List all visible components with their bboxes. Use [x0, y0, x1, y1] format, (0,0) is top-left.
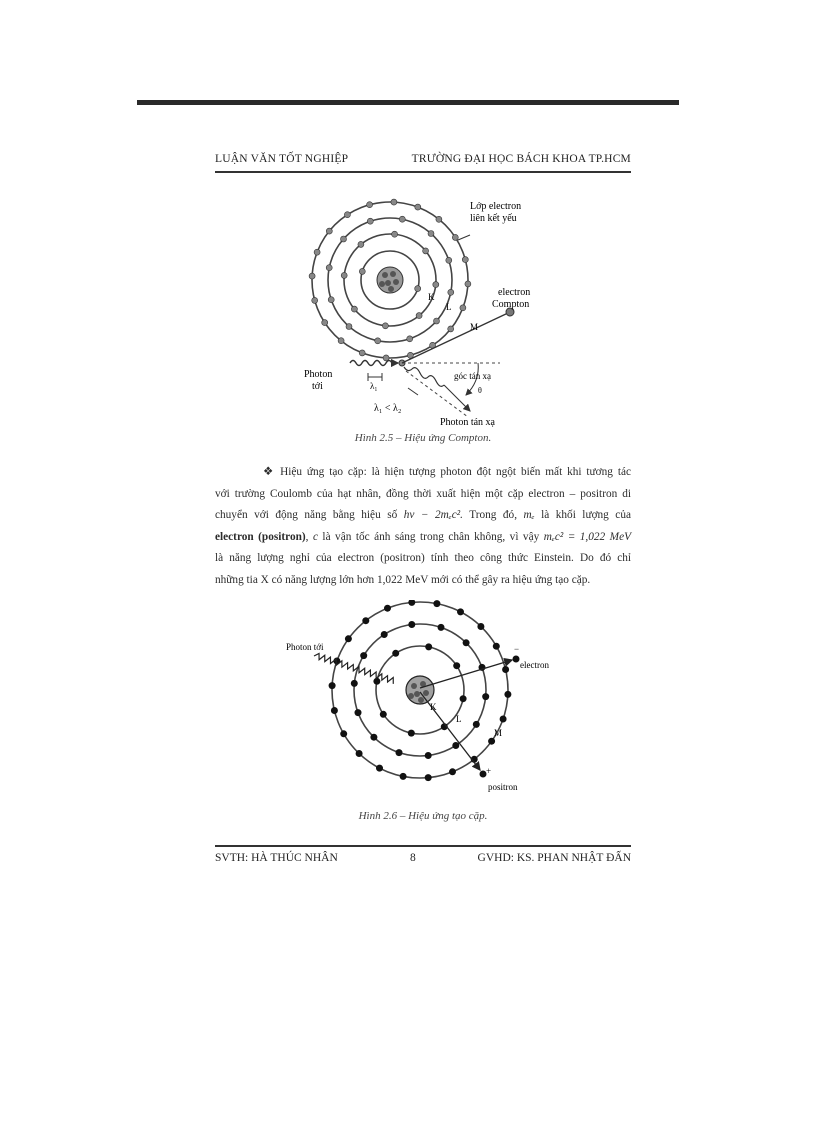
orbit-electron — [425, 752, 432, 759]
orbit-electron — [351, 306, 357, 312]
orbit-electron — [314, 249, 320, 255]
orbit-electron — [375, 338, 381, 344]
orbit-electron — [356, 750, 363, 757]
orbit-electron — [312, 297, 318, 303]
label-compton: Compton — [492, 299, 530, 310]
label-minus: − — [514, 644, 520, 654]
orbit-electron — [373, 678, 380, 685]
orbit-electron — [433, 600, 440, 607]
label-lambda-compare: λ₁ < λ₂ — [374, 403, 402, 414]
caption-figure-2-5: Hình 2.5 – Hiệu ứng Compton. — [354, 432, 492, 444]
orbit-electron — [345, 635, 352, 642]
pair-production-paragraph — [215, 462, 631, 592]
orbit-electron — [370, 734, 377, 741]
orbit-electron — [457, 608, 464, 615]
orbit-electron — [477, 623, 484, 630]
orbit-electron — [399, 216, 405, 222]
orbit-electron — [331, 707, 338, 714]
orbit-electron — [392, 231, 398, 237]
orbit-electron — [329, 682, 336, 689]
orbit-electron — [355, 709, 362, 716]
para-line-5: là năng lượng nghỉ của electron (positron) tính theo công thức Einstein. Do đó chỉ — [215, 552, 631, 565]
orbit-electron — [359, 268, 365, 274]
orbit-electron — [482, 693, 489, 700]
footer-rule — [215, 845, 631, 847]
label-theta: θ — [478, 386, 482, 395]
orbit-electron — [425, 774, 432, 781]
orbit-electron — [338, 338, 344, 344]
orbit-electron — [384, 605, 391, 612]
orbit-electron — [408, 730, 415, 737]
label-outer-shell-1: Lớp electron — [470, 201, 522, 212]
label-photon: Photon — [304, 369, 333, 380]
orbit-electron — [463, 639, 470, 646]
orbit-electron — [428, 231, 434, 237]
orbit-electron — [407, 336, 413, 342]
label-electron: electron — [498, 287, 531, 298]
orbit-electron — [351, 680, 358, 687]
footer-left: SVTH: HÀ THÚC NHÂN — [215, 852, 338, 864]
orbit-electron — [382, 323, 388, 329]
page-header — [215, 153, 631, 165]
orbit-electron — [448, 289, 454, 295]
header-left: LUẬN VĂN TỐT NGHIỆP — [215, 153, 349, 165]
orbit-electron — [408, 600, 415, 606]
label-m-2: M — [494, 728, 503, 738]
compton-figure — [290, 185, 540, 435]
orbit-electron — [341, 272, 347, 278]
label-l-2: L — [456, 714, 462, 724]
label-outer-shell-2: liên kết yếu — [470, 213, 517, 224]
label-l: L — [446, 302, 452, 312]
orbit-electron — [367, 202, 373, 208]
orbit-electron — [415, 204, 421, 210]
orbit-electron — [436, 216, 442, 222]
orbit-electron — [452, 234, 458, 240]
orbit-electron — [359, 350, 365, 356]
orbit-electron — [504, 691, 511, 698]
top-rule — [137, 100, 679, 105]
page-number: 8 — [410, 852, 416, 864]
orbit-electron — [448, 326, 454, 332]
orbit-electron — [392, 650, 399, 657]
orbit-electron — [425, 643, 432, 650]
orbit-electron — [344, 212, 350, 218]
label-toi: tới — [312, 381, 323, 392]
orbit-electron — [449, 768, 456, 775]
caption-figure-2-6: Hình 2.6 – Hiệu ứng tạo cặp. — [358, 810, 488, 822]
orbit-electron — [493, 643, 500, 650]
label-electron-2: electron — [520, 660, 549, 670]
para-line-3: chuyển với động năng bằng hiệu số hν − 2mₑc². Trong đó, mₑ là khối lượng của — [215, 509, 631, 522]
label-positron: positron — [488, 782, 518, 792]
para-line-4: electron (positron), c là vận tốc ánh sáng trong chân không, vì vậy mₑc² = 1,022 MeV — [215, 530, 631, 543]
orbit-electron — [502, 666, 509, 673]
orbit-electron — [391, 199, 397, 205]
orbit-electron — [446, 257, 452, 263]
orbit-electron — [460, 695, 467, 702]
orbit-electron — [453, 662, 460, 669]
para-line-2: với trường Coulomb của hạt nhân, đồng thời xuất hiện một cặp electron – positron di — [215, 487, 631, 500]
orbit-electron — [376, 765, 383, 772]
para-line-6: những tia X có năng lượng lớn hơn 1,022 MeV mới có thể gây ra hiệu ứng tạo cặp. — [215, 573, 591, 586]
orbit-electron — [452, 742, 459, 749]
label-photon-toi: Photon tới — [286, 642, 324, 652]
orbit-electron — [416, 313, 422, 319]
para-line-1: ❖ Hiệu ứng tạo cặp: là hiện tượng photon đột ngột biến mất khi tương tác — [263, 466, 631, 478]
orbit-electron — [408, 621, 415, 628]
label-scattered: Photon tán xạ — [440, 417, 495, 428]
orbit-electron — [326, 228, 332, 234]
label-plus: + — [486, 766, 492, 776]
orbit-electron — [381, 631, 388, 638]
orbit-electron — [396, 749, 403, 756]
label-k: K — [428, 292, 435, 302]
orbit-electron — [423, 248, 429, 254]
orbit-electron — [380, 711, 387, 718]
orbit-electron — [358, 241, 364, 247]
incident-photon-wave — [350, 361, 392, 366]
orbit-electron — [415, 286, 421, 292]
orbit-electron — [326, 265, 332, 271]
label-lambda1: λ₁ — [370, 381, 378, 391]
orbit-electron — [367, 218, 373, 224]
orbit-electron — [465, 281, 471, 287]
orbit-electron — [473, 721, 480, 728]
orbit-electron — [500, 716, 507, 723]
orbit-electron — [362, 617, 369, 624]
orbit-electron — [328, 297, 334, 303]
orbit-electron — [346, 324, 352, 330]
orbit-electron — [462, 257, 468, 263]
electron-track — [420, 660, 512, 688]
header-rule — [215, 171, 631, 173]
orbit-electron — [434, 318, 440, 324]
orbit-electron — [400, 773, 407, 780]
label-angle: góc tán xạ — [454, 371, 491, 381]
orbit-electron — [341, 236, 347, 242]
pair-production-figure — [280, 600, 560, 800]
footer-right: GVHD: KS. PHAN NHẬT ĐẤN — [477, 852, 631, 864]
orbit-electron — [460, 305, 466, 311]
electron-trajectory — [402, 313, 508, 363]
orbit-electron — [433, 282, 439, 288]
scattered-photon-wave — [404, 367, 444, 386]
orbit-electron — [438, 624, 445, 631]
label-m: M — [470, 322, 479, 332]
orbit-electron — [322, 320, 328, 326]
orbit-electron — [360, 652, 367, 659]
orbit-electron — [488, 738, 495, 745]
orbit-electron — [340, 730, 347, 737]
orbit-electron — [309, 273, 315, 279]
label-k-2: K — [430, 702, 437, 712]
header-right: TRƯỜNG ĐẠI HỌC BÁCH KHOA TP.HCM — [411, 153, 631, 165]
